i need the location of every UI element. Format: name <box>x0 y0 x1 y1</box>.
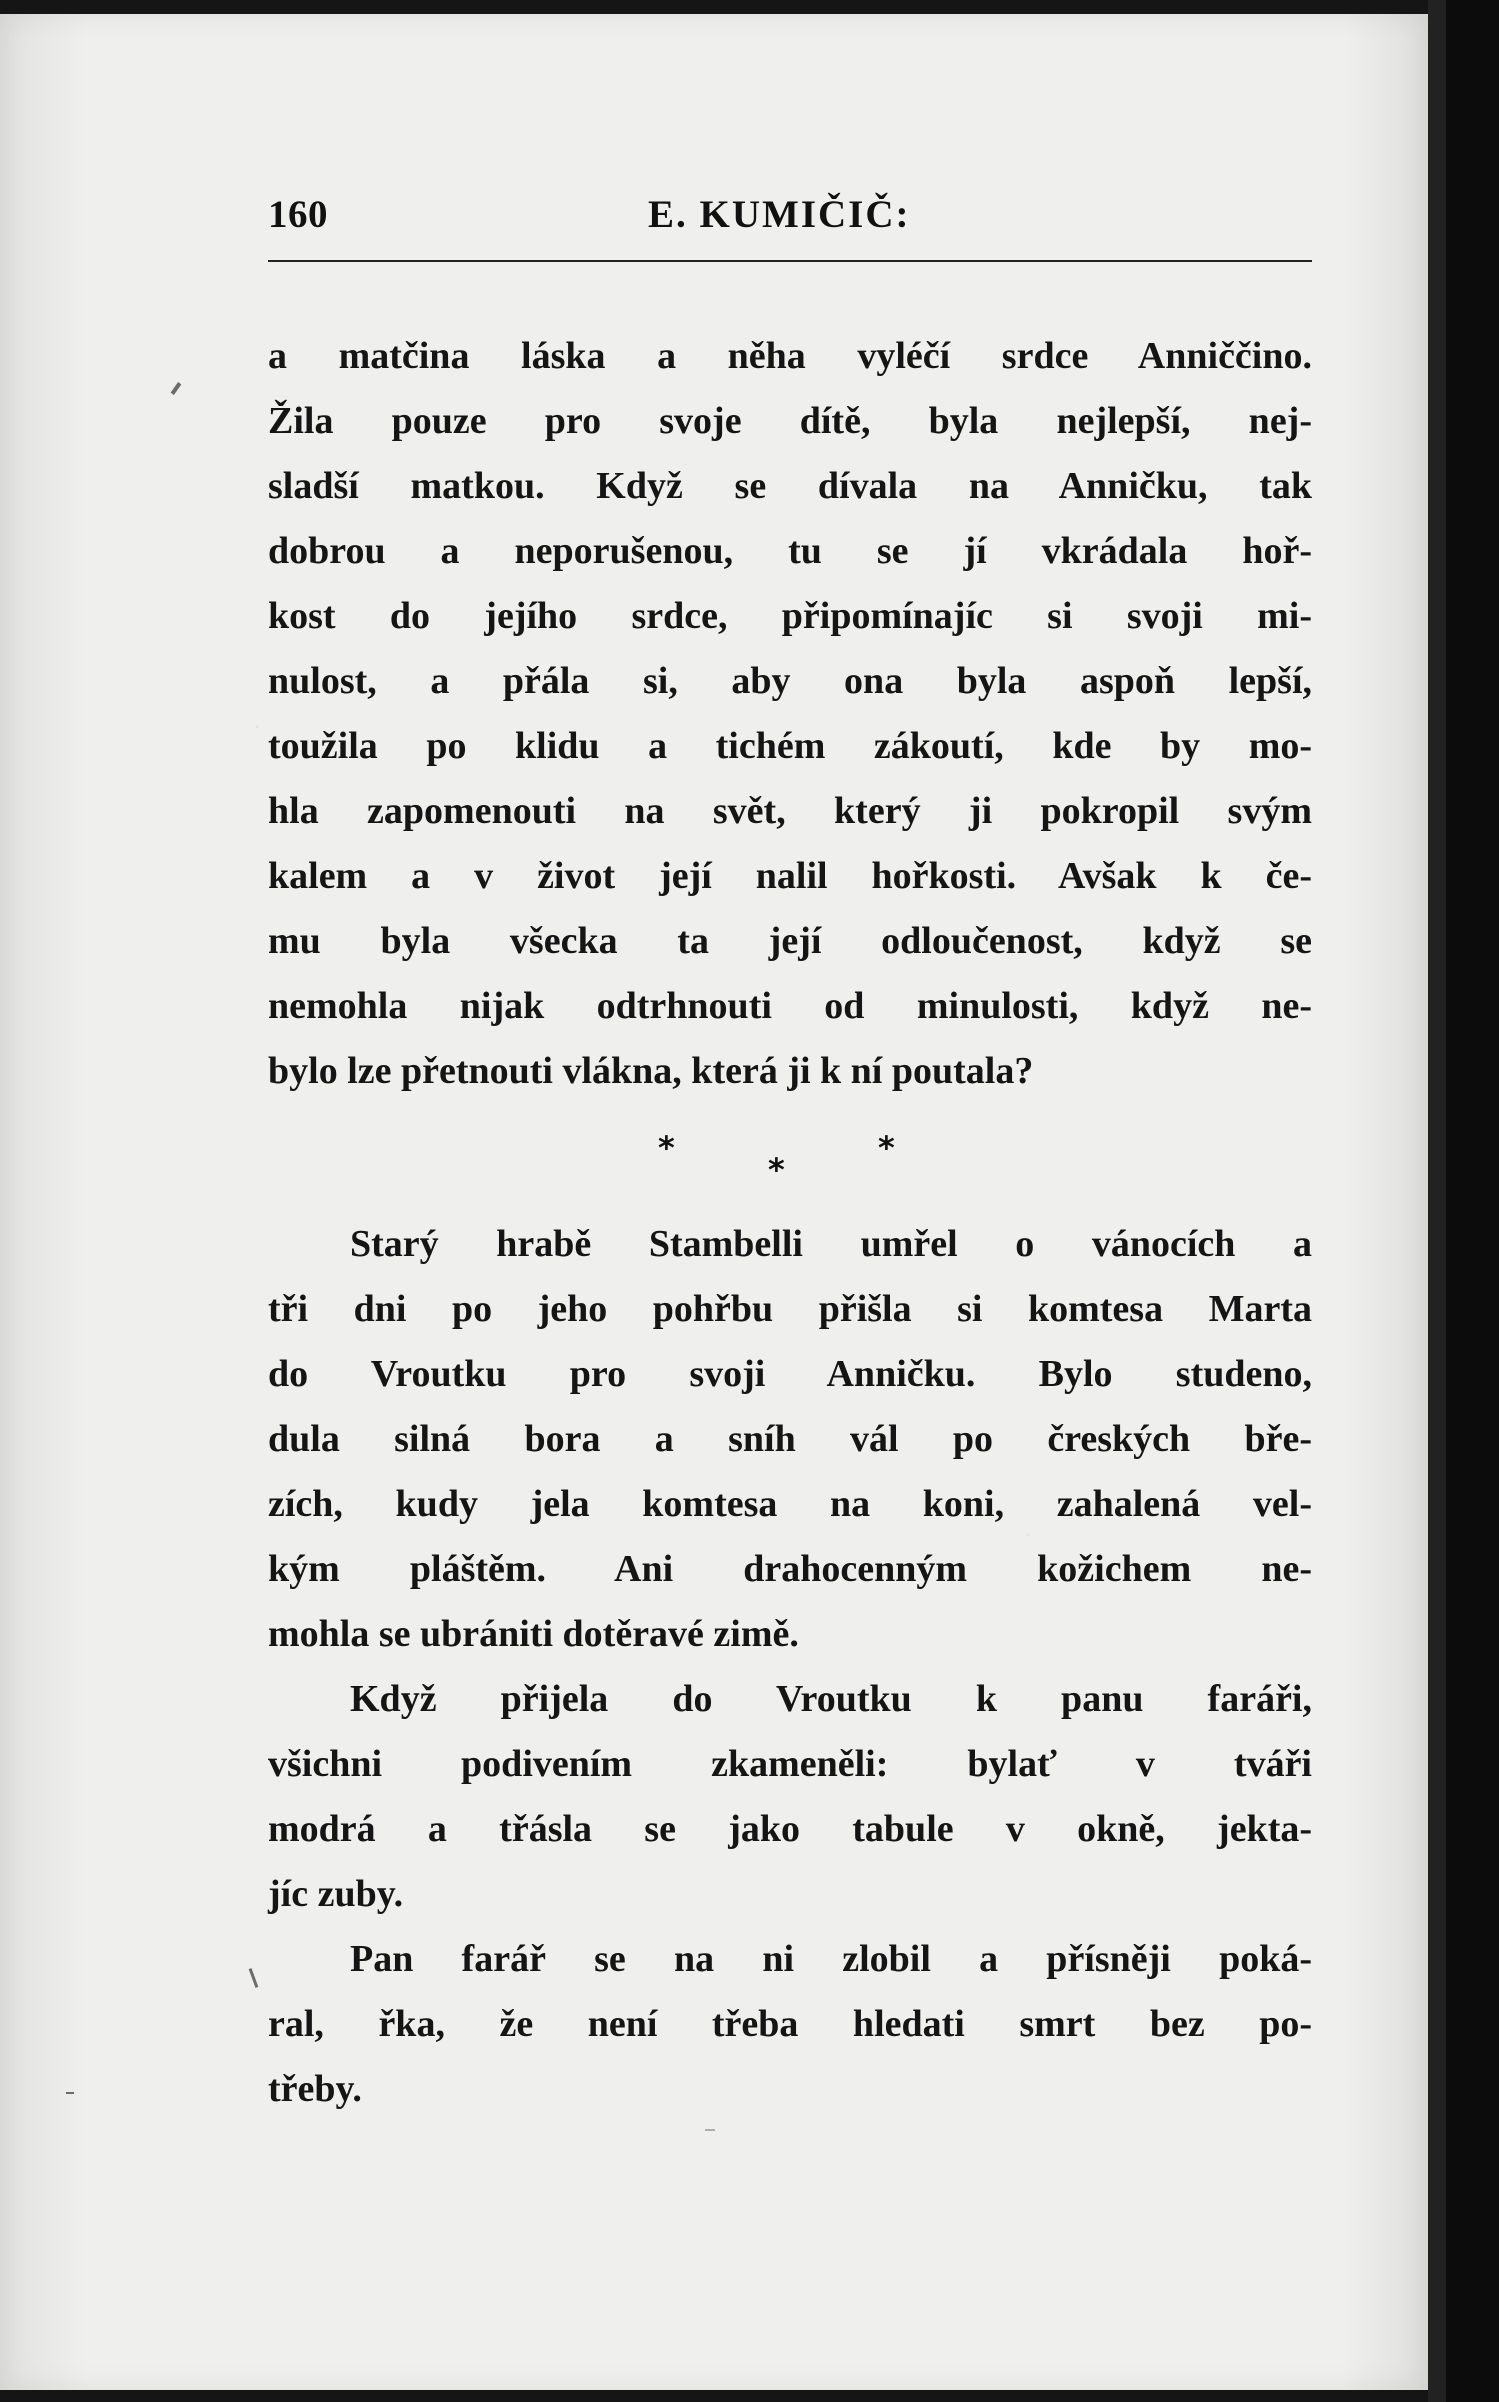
text-line: kost do jejího srdce, připomínajíc si svoji mi- <box>268 595 1312 637</box>
text-line: kalem a v život její nalil hořkosti. Avšak k če- <box>268 855 1312 897</box>
page-number: 160 <box>268 193 328 236</box>
header-rule <box>268 260 1312 262</box>
text-line: ral, řka, že není třeba hledati smrt bez po- <box>268 2003 1312 2045</box>
body-text <box>268 324 1312 2122</box>
text-line: nulost, a přála si, aby ona byla aspoň lepší, <box>268 660 1312 702</box>
book-page <box>0 14 1428 2390</box>
running-head: E. KUMIČIČ: <box>648 193 911 236</box>
text-line: kým pláštěm. Ani drahocenným kožichem ne- <box>268 1548 1312 1590</box>
text-line: hla zapomenouti na svět, který ji pokropil svým <box>268 790 1312 832</box>
separator-asterisk: * <box>658 1129 675 1167</box>
text-line: tři dni po jeho pohřbu přišla si komtesa Marta <box>268 1288 1312 1330</box>
text-line: a matčina láska a něha vyléčí srdce Anniččino. <box>268 335 1312 377</box>
text-line: mohla se ubrániti dotěravé zimě. <box>268 1613 799 1655</box>
text-line: třeby. <box>268 2068 362 2110</box>
section-separator <box>268 1104 1312 1212</box>
text-line: modrá a třásla se jako tabule v okně, jekta- <box>268 1808 1312 1850</box>
text-line: bylo lze přetnouti vlákna, která ji k ní poutala? <box>268 1050 1034 1092</box>
text-line: nemohla nijak odtrhnouti od minulosti, když ne- <box>268 985 1312 1027</box>
text-line: mu byla všecka ta její odloučenost, když se <box>268 920 1312 962</box>
stray-mark <box>171 382 182 395</box>
text-line: všichni podivením zkameněli: bylať v tváři <box>268 1743 1312 1785</box>
text-line: jíc zuby. <box>268 1873 404 1915</box>
text-line: sladší matkou. Když se dívala na Anničku, tak <box>268 465 1312 507</box>
text-line: Starý hrabě Stambelli umřel o vánocích a <box>350 1223 1312 1265</box>
stray-mark <box>66 2092 74 2094</box>
stray-mark <box>249 1968 259 1988</box>
text-line: dobrou a neporušenou, tu se jí vkrádala hoř- <box>268 530 1312 572</box>
page-edge-shadow <box>1428 0 1499 2402</box>
text-line: Když přijela do Vroutku k panu faráři, <box>350 1678 1312 1720</box>
text-line: Pan farář se na ni zlobil a přísněji poká- <box>350 1938 1312 1980</box>
text-line: do Vroutku pro svoji Anničku. Bylo studeno, <box>268 1353 1312 1395</box>
page-header <box>268 184 1312 254</box>
text-line: zích, kudy jela komtesa na koni, zahalená vel- <box>268 1483 1312 1525</box>
stray-mark <box>705 2129 715 2131</box>
text-line: dula silná bora a sníh vál po čreských bře- <box>268 1418 1312 1460</box>
separator-asterisk: * <box>878 1129 895 1167</box>
separator-asterisk: * <box>768 1151 785 1189</box>
text-line: toužila po klidu a tichém zákoutí, kde by mo- <box>268 725 1312 767</box>
text-line: Žila pouze pro svoje dítě, byla nejlepší, nej- <box>268 400 1312 442</box>
